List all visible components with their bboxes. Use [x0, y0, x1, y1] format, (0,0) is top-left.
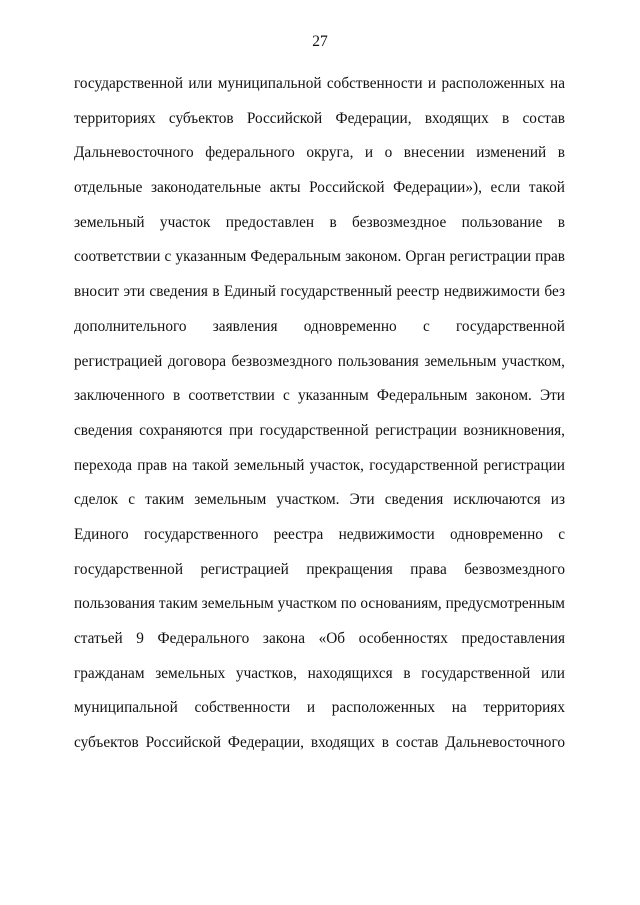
text-line: гражданам земельных участков, находящихся в государственной или [74, 664, 565, 682]
text-line: вносит эти сведения в Единый государственный реестр недвижимости без [74, 283, 565, 301]
text-line: государственной регистрацией прекращения права безвозмездного [74, 560, 565, 578]
text-line: муниципальной собственности и расположенных на территориях [74, 699, 565, 717]
text-line: дополнительного заявления одновременно с государственной [74, 317, 565, 335]
text-line: территориях субъектов Российской Федерации, входящих в состав [74, 109, 565, 127]
text-line: регистрацией договора безвозмездного пользования земельным участком, [74, 352, 565, 370]
text-line: заключенного в соответствии с указанным Федеральным законом. Эти [74, 387, 565, 405]
text-line: пользования таким земельным участком по основаниям, предусмотренным [74, 595, 565, 613]
text-line: Дальневосточного федерального округа, и о внесении изменений в [74, 144, 565, 162]
text-line: государственной или муниципальной собственности и расположенных на [74, 75, 565, 92]
text-line: Единого государственного реестра недвижимости одновременно с [74, 525, 565, 543]
text-line: субъектов Российской Федерации, входящих в состав Дальневосточного [74, 734, 565, 752]
text-line: отдельные законодательные акты Российской Федерации»), если такой [74, 179, 565, 197]
text-line: статьей 9 Федерального закона «Об особенностях предоставления [74, 630, 565, 647]
body-text [74, 67, 565, 761]
page-number: 27 [312, 33, 328, 50]
text-line: сделок с таким земельным участком. Эти сведения исключаются из [74, 491, 565, 509]
text-line: перехода прав на такой земельный участок, государственной регистрации [74, 456, 565, 474]
text-line: соответствии с указанным Федеральным законом. Орган регистрации прав [74, 248, 565, 266]
text-line: земельный участок предоставлен в безвозмездное пользование в [74, 213, 565, 231]
text-line: сведения сохраняются при государственной регистрации возникновения, [74, 421, 565, 439]
